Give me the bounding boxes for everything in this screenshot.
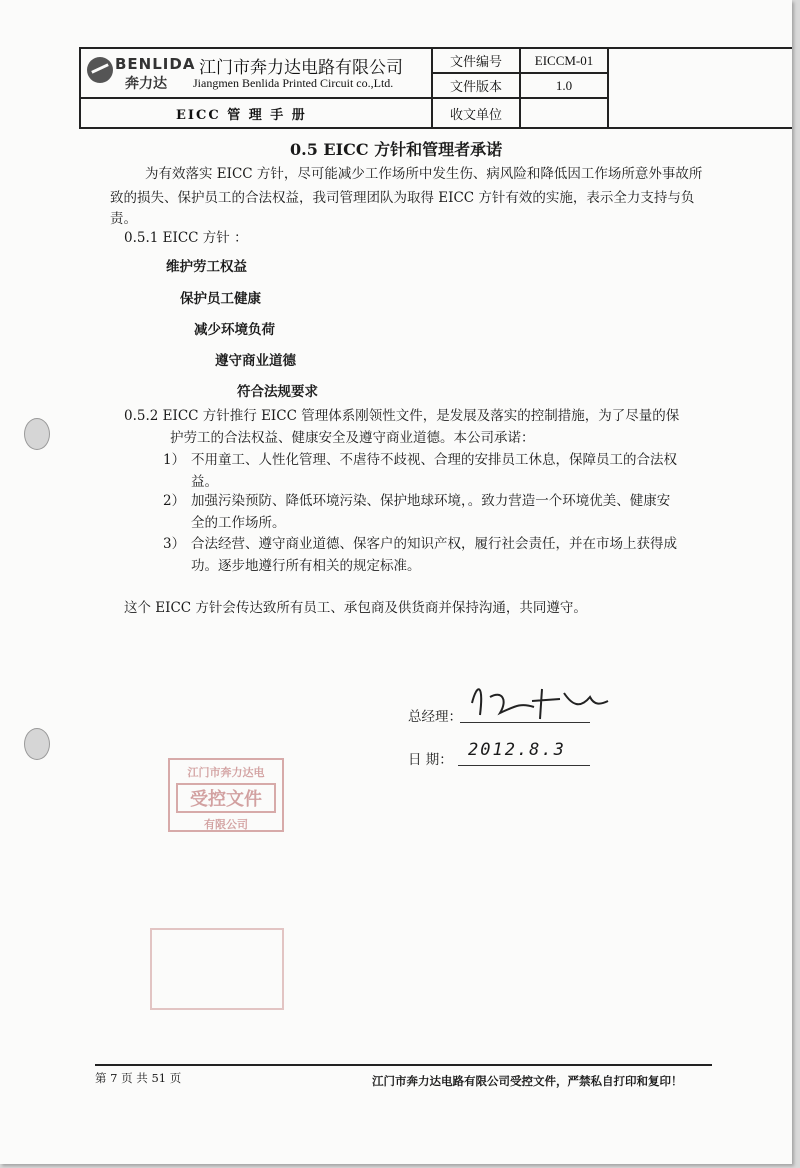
gm-signature-icon [462, 675, 612, 725]
stamp-line: 江门市奔力达电 [187, 766, 265, 779]
stamp-line: 受控文件 [176, 783, 276, 813]
faded-stamp [150, 928, 284, 1010]
receiver-label: 收文单位 [432, 98, 520, 128]
version-value: 1.0 [520, 73, 608, 98]
commitment-number: 2） [163, 493, 186, 509]
controlled-document-stamp [168, 758, 284, 832]
company-logo-cell [80, 48, 432, 98]
commitment-text-cont: 益。 [191, 474, 218, 490]
policy-item: 遵守商业道德 [215, 353, 296, 369]
stamp-line: 有限公司 [204, 818, 248, 831]
intro-line-2: 致的损失、保护员工的合法权益，我司管理团队为取得 EICC 方针有效的实施，表示全力支持与负 [110, 190, 695, 206]
company-name-en: Jiangmen Benlida Printed Circuit co.,Ltd. [193, 76, 394, 90]
punch-hole [24, 418, 50, 450]
intro-line-3: 责。 [110, 211, 137, 227]
punch-hole [24, 728, 50, 760]
date-line [458, 765, 590, 766]
commitment-text: 合法经营、遵守商业道德、保客户的知识产权，履行社会责任，并在市场上获得成 [191, 536, 677, 552]
commitment-text: 不用童工、人性化管理、不虐待不歧视、合理的安排员工休息，保障员工的合法权 [191, 452, 677, 468]
gm-label: 总经理： [408, 709, 462, 725]
company-name-cn: 江门市奔力达电路有限公司 [199, 58, 403, 78]
benlida-logo-icon [87, 57, 113, 83]
commitment-text-cont: 全的工作场所。 [191, 515, 286, 531]
policy-item: 保护员工健康 [180, 291, 261, 307]
footer-rule [95, 1064, 712, 1066]
policy-item: 维护劳工权益 [166, 259, 247, 275]
logo-text-cn: 奔力达 [125, 76, 167, 92]
receiver-value [520, 98, 608, 128]
commitment-heading-cont: 护劳工的合法权益、健康安全及遵守商业道德。本公司承诺： [170, 430, 535, 446]
date-value: 2012.8.3 [468, 740, 566, 760]
intro-line-1: 为有效落实 EICC 方针，尽可能减少工作场所中发生伤、病风险和降低因工作场所意外事故所 [145, 166, 703, 182]
version-label: 文件版本 [432, 73, 520, 98]
commitment-number: 1） [163, 452, 186, 468]
logo-text-en: BENLIDA [115, 55, 196, 73]
doc-no-value: EICCM-01 [520, 48, 608, 73]
doc-no-label: 文件编号 [432, 48, 520, 73]
date-label: 日 期： [408, 752, 453, 768]
policy-item: 符合法规要求 [237, 384, 318, 400]
footer-notice: 江门市奔力达电路有限公司受控文件，严禁私自打印和复印！ [372, 1074, 683, 1088]
commitment-heading: 0.5.2 EICC 方针推行 EICC 管理体系刚领性文件，是发展及落实的控制措施，为了尽量的保 [124, 408, 680, 424]
commitment-text-cont: 功。逐步地遵行所有相关的规定标准。 [191, 558, 421, 574]
commitment-text: 加强污染预防、降低环境污染、保护地球环境，。致力营造一个环境优美、健康安 [191, 493, 671, 509]
manual-title: EICC 管 理 手 册 [80, 98, 432, 128]
section-title: 0.5 EICC 方针和管理者承诺 [290, 140, 503, 159]
policy-item: 减少环境负荷 [194, 322, 275, 338]
blank-cell [608, 48, 792, 128]
policy-heading: 0.5.1 EICC 方针 ： [124, 230, 248, 246]
document-header-table [79, 47, 792, 129]
closing-statement: 这个 EICC 方针会传达致所有员工、承包商及供货商并保持沟通，共同遵守。 [124, 600, 587, 616]
commitment-number: 3） [163, 536, 186, 552]
page-number: 第 7 页 共 51 页 [95, 1071, 182, 1085]
